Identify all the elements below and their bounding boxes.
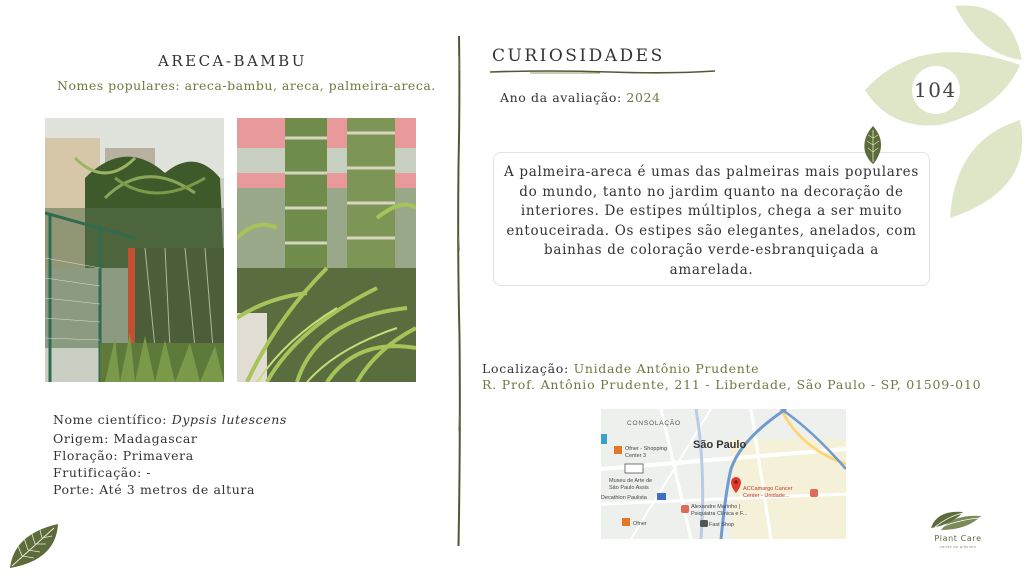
scientific-value: Dypsis lutescens bbox=[171, 412, 287, 427]
year-label: Ano da avaliação: bbox=[500, 90, 627, 105]
location-map[interactable] bbox=[601, 409, 846, 539]
evaluation-year bbox=[500, 90, 661, 105]
description-text: A palmeira-areca é umas das palmeiras mais populares do mundo, tanto no jardim quanto na decoração de interiores. De estipes múltiplos, chega a ser muito entouceirada. Os estipes são elegantes, anelados, com bainhas de coloração verde-esbranquiçada a amarelada. bbox=[503, 164, 920, 278]
scientific-name bbox=[53, 411, 287, 428]
map-place-accamargo2: Center - Unidade... bbox=[743, 493, 790, 499]
location-address: R. Prof. Antônio Prudente, 211 - Liberdade, São Paulo - SP, 01509-010 bbox=[482, 377, 982, 392]
leaf-icon bbox=[862, 126, 884, 164]
decorative-leaves bbox=[860, 0, 1024, 225]
map-place-shopping: Ofner - Shopping bbox=[625, 446, 667, 452]
clinic-icon bbox=[681, 505, 689, 513]
flowering: Floração: Primavera bbox=[53, 448, 194, 463]
logo-name: Plant Care bbox=[934, 534, 982, 543]
column-divider bbox=[456, 36, 462, 546]
fruiting: Frutificação: - bbox=[53, 465, 152, 480]
logo-tagline: saúde ao próximo bbox=[939, 545, 977, 549]
size: Porte: Até 3 metros de altura bbox=[53, 482, 256, 497]
shop-icon bbox=[614, 446, 622, 454]
plant-facts bbox=[53, 411, 287, 498]
map-place-alexandre: Alexandre Marinho | bbox=[691, 504, 741, 510]
page-number: 104 bbox=[914, 78, 957, 102]
hospital-icon bbox=[810, 489, 818, 497]
plant-photo-garden bbox=[45, 118, 224, 382]
map-place-museum2: São Paulo Assis bbox=[609, 485, 649, 491]
map-place-museum: Museu de Arte de bbox=[609, 478, 653, 484]
map-place-shopping2: Center 3 bbox=[625, 453, 647, 459]
origin: Origem: Madagascar bbox=[53, 431, 198, 446]
scientific-label: Nome científico: bbox=[53, 412, 172, 427]
map-district: CONSOLAÇÃO bbox=[627, 420, 681, 427]
curiosities-heading: CURIOSIDADES bbox=[492, 46, 665, 66]
map-city: São Paulo bbox=[693, 439, 747, 451]
store-icon bbox=[657, 493, 666, 500]
location-unit: Unidade Antônio Prudente bbox=[573, 361, 760, 376]
map-place-decathlon: Decathlon Paulista bbox=[601, 495, 647, 501]
store-icon-2 bbox=[700, 520, 708, 527]
museum-icon bbox=[625, 464, 643, 473]
map-place-fastshop: Fast Shop bbox=[709, 522, 735, 528]
year-value: 2024 bbox=[626, 90, 661, 105]
location-line bbox=[482, 360, 759, 377]
plant-title: ARECA-BAMBU bbox=[158, 52, 307, 70]
leaf-corner-icon bbox=[8, 522, 60, 570]
shop-icon-2 bbox=[622, 518, 630, 526]
location-label: Localização: bbox=[482, 361, 574, 376]
plant-photo-stems bbox=[237, 118, 416, 382]
popular-names: Nomes populares: areca-bambu, areca, palmeira-areca. bbox=[57, 78, 436, 93]
heading-underline bbox=[490, 68, 715, 76]
map-place-ofner: Ofner bbox=[633, 521, 647, 527]
map-place-accamargo: ACCamargo Cancer bbox=[743, 486, 793, 492]
map-place-alexandre2: Psiquiatra Clínica e F... bbox=[691, 511, 748, 517]
